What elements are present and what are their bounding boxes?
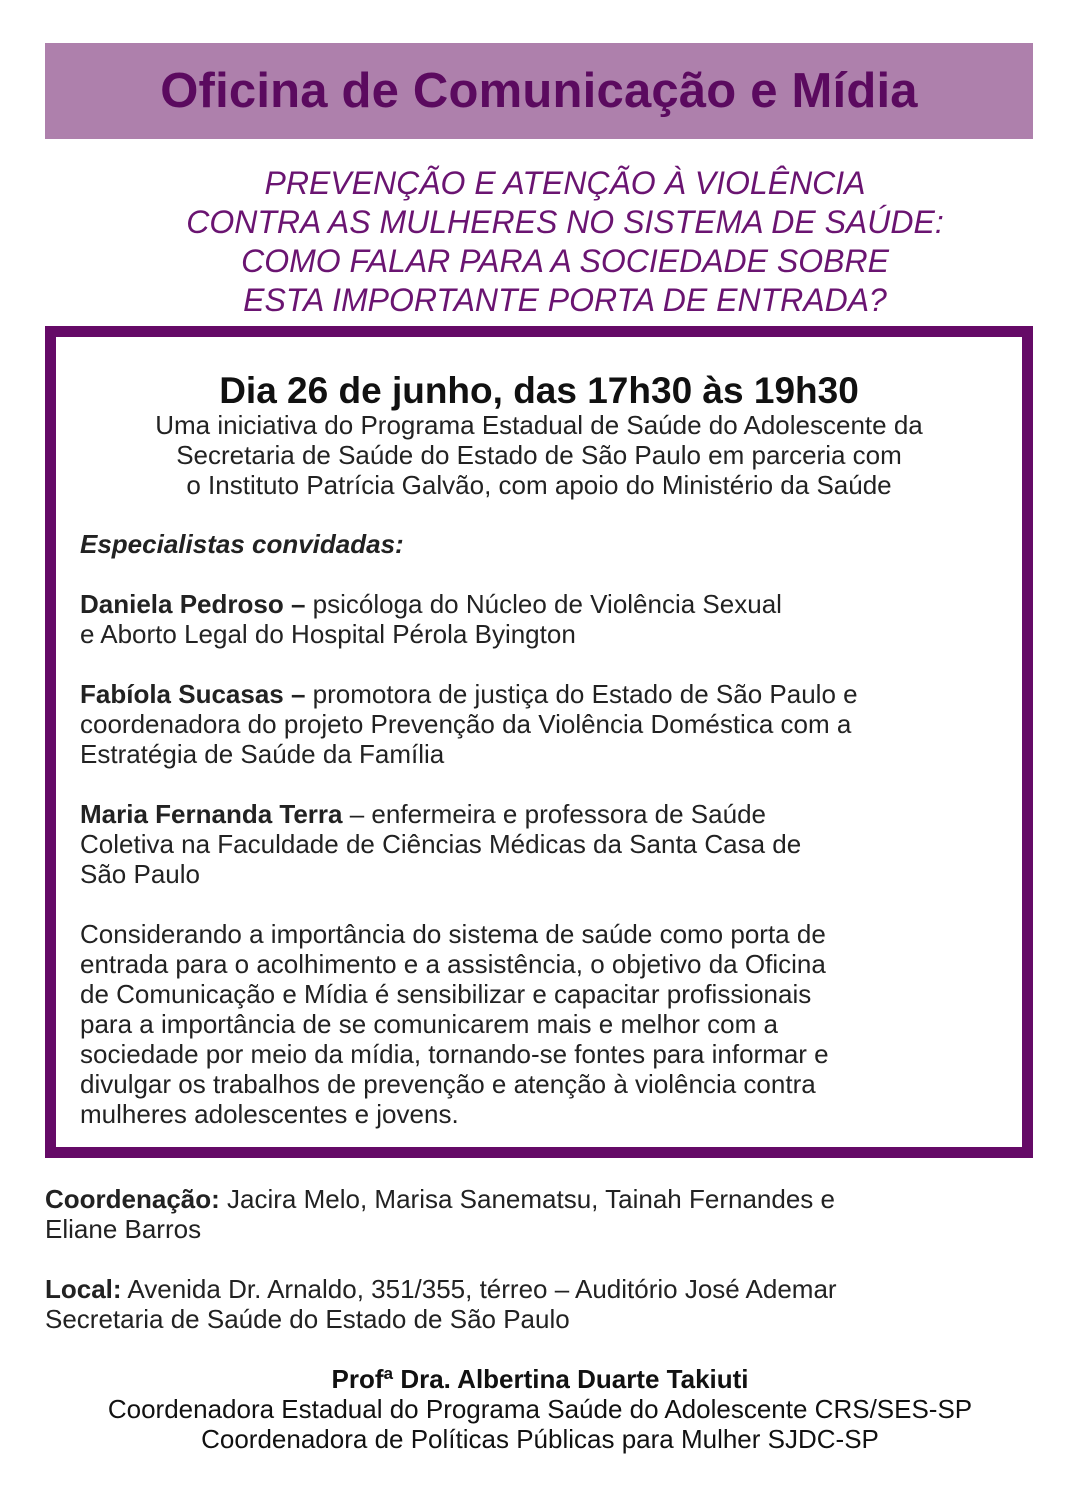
- footer-info: [45, 1184, 1035, 1334]
- signature-role: Coordenadora Estadual do Programa Saúde do Adolescente CRS/SES-SP: [107, 1394, 973, 1424]
- signature-role: Coordenadora de Políticas Públicas para Mulher SJDC-SP: [201, 1424, 879, 1454]
- specialist-desc: – enfermeira e professora de Saúde: [342, 799, 766, 829]
- coordination-text: Eliane Barros: [45, 1214, 202, 1244]
- event-date: Dia 26 de junho, das 17h30 às 19h30: [219, 370, 859, 411]
- description-line: Considerando a importância do sistema de saúde como porta de: [80, 919, 826, 949]
- event-content: [80, 529, 1000, 1129]
- description-paragraph: [80, 919, 1000, 1129]
- location-label: Local:: [45, 1274, 122, 1304]
- specialist-desc: psicóloga do Núcleo de Violência Sexual: [305, 589, 782, 619]
- signature-name: Profª Dra. Albertina Duarte Takiuti: [331, 1364, 749, 1394]
- signature-block: [0, 1364, 1080, 1454]
- specialist-item: [80, 799, 1000, 889]
- specialist-desc: coordenadora do projeto Prevenção da Violência Doméstica com a: [80, 709, 852, 739]
- specialist-desc: Coletiva na Faculdade de Ciências Médicas da Santa Casa de: [80, 829, 802, 859]
- subtitle-line: COMO FALAR PARA A SOCIEDADE SOBRE: [241, 243, 889, 279]
- subtitle: [25, 164, 1080, 320]
- specialist-name: Daniela Pedroso –: [80, 589, 306, 619]
- specialist-desc: Estratégia de Saúde da Família: [80, 739, 445, 769]
- coordination-block: [45, 1184, 1035, 1244]
- specialist-item: [80, 589, 1000, 649]
- location-text: Avenida Dr. Arnaldo, 351/355, térreo – Auditório José Ademar: [121, 1274, 837, 1304]
- subtitle-line: CONTRA AS MULHERES NO SISTEMA DE SAÚDE:: [186, 204, 944, 240]
- subtitle-line: ESTA IMPORTANTE PORTA DE ENTRADA?: [243, 282, 887, 318]
- page-title: Oficina de Comunicação e Mídia: [160, 64, 918, 118]
- specialist-name: Maria Fernanda Terra: [80, 799, 343, 829]
- event-box: [45, 326, 1033, 1158]
- specialist-desc: e Aborto Legal do Hospital Pérola Byington: [80, 619, 576, 649]
- specialist-desc: promotora de justiça do Estado de São Paulo e: [305, 679, 858, 709]
- description-line: sociedade por meio da mídia, tornando-se fontes para informar e: [80, 1039, 829, 1069]
- description-line: entrada para o acolhimento e a assistência, o objetivo da Oficina: [80, 949, 826, 979]
- specialist-item: [80, 679, 1000, 769]
- location-text: Secretaria de Saúde do Estado de São Paulo: [45, 1304, 570, 1334]
- intro-line: Uma iniciativa do Programa Estadual de Saúde do Adolescente da: [155, 410, 923, 440]
- specialist-desc: São Paulo: [80, 859, 200, 889]
- specialists-heading: Especialistas convidadas:: [80, 529, 404, 559]
- title-banner: [45, 43, 1033, 139]
- coordination-label: Coordenação:: [45, 1184, 220, 1214]
- description-line: de Comunicação e Mídia é sensibilizar e capacitar profissionais: [80, 979, 812, 1009]
- coordination-text: Jacira Melo, Marisa Sanematsu, Tainah Fernandes e: [219, 1184, 835, 1214]
- intro-line: o Instituto Patrícia Galvão, com apoio do Ministério da Saúde: [186, 470, 892, 500]
- subtitle-line: PREVENÇÃO E ATENÇÃO À VIOLÊNCIA: [264, 165, 866, 201]
- event-intro: [56, 410, 1022, 500]
- description-line: mulheres adolescentes e jovens.: [80, 1099, 459, 1129]
- specialist-name: Fabíola Sucasas –: [80, 679, 306, 709]
- location-block: [45, 1274, 1035, 1334]
- intro-line: Secretaria de Saúde do Estado de São Paulo em parceria com: [176, 440, 902, 470]
- description-line: para a importância de se comunicarem mais e melhor com a: [80, 1009, 778, 1039]
- description-line: divulgar os trabalhos de prevenção e atenção à violência contra: [80, 1069, 816, 1099]
